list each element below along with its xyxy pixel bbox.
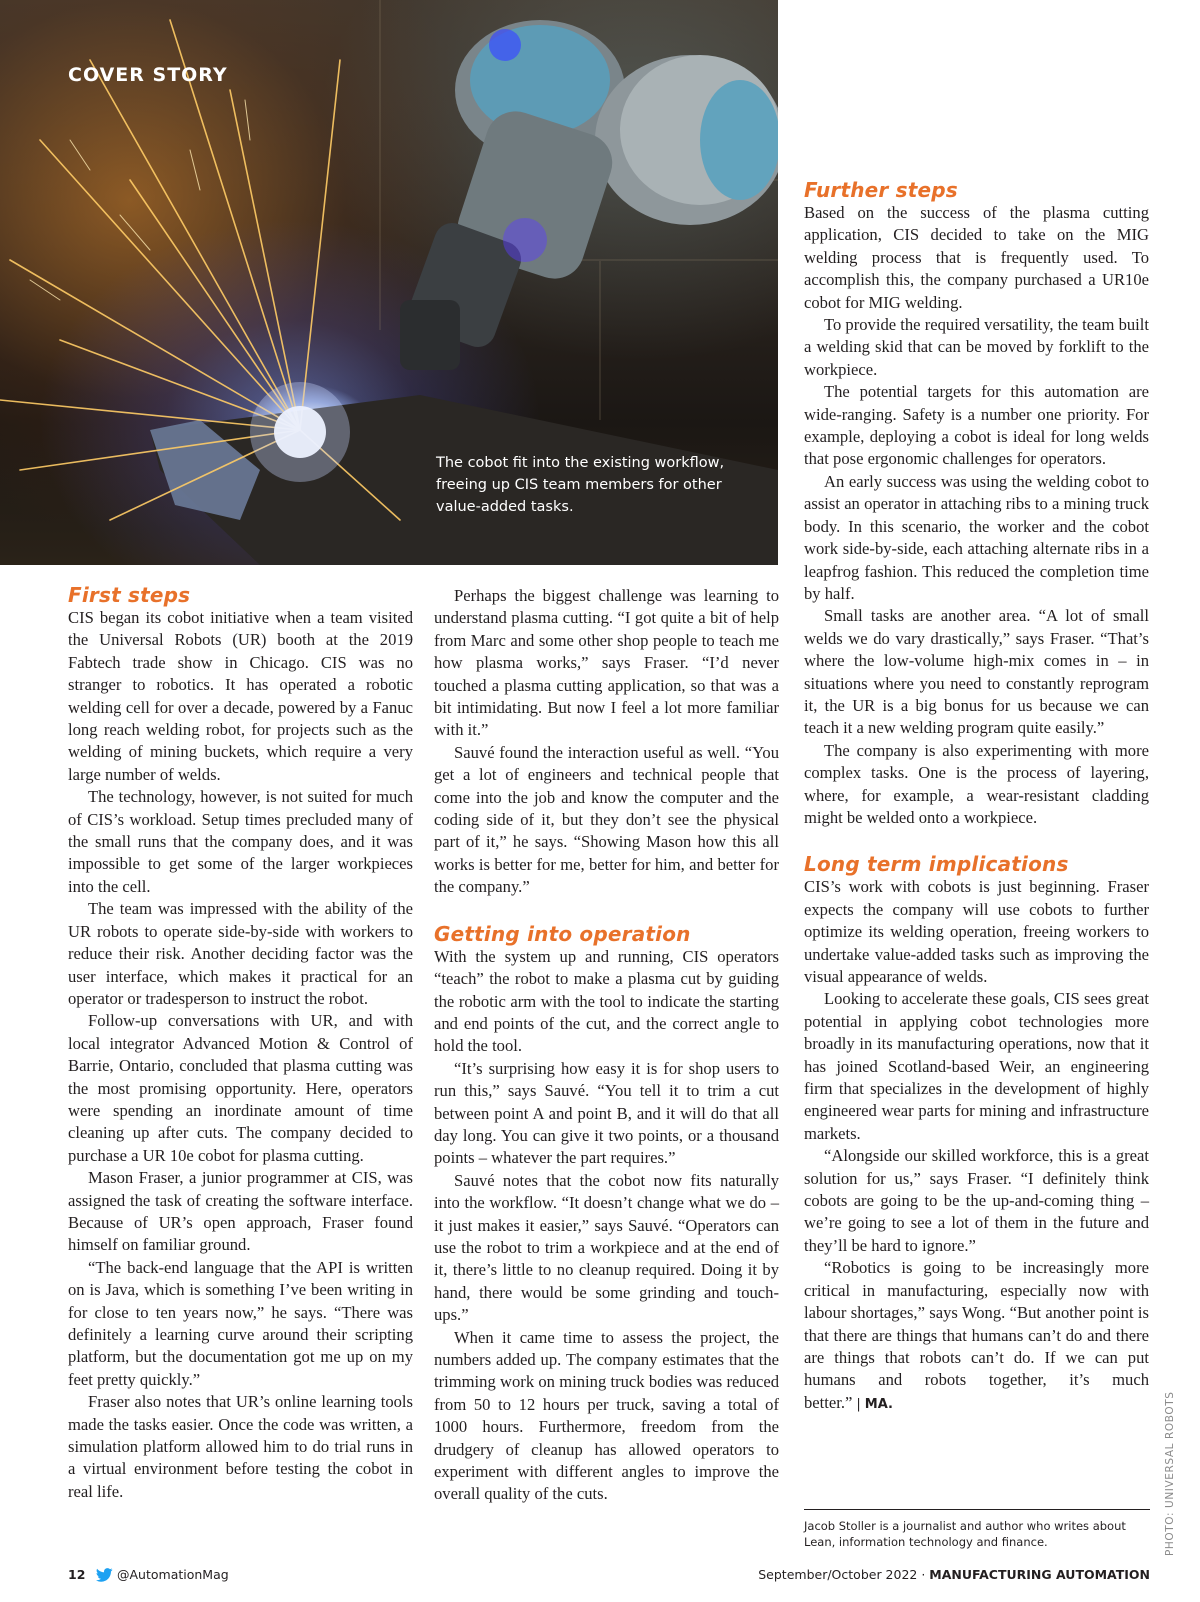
- paragraph: Fraser also notes that UR’s online learning tools made the tasks easier. Once the code was written, a simulation platform allowed him to do trial runs in a virtual environment before testing the cobot in real life.: [68, 1392, 413, 1501]
- page-number: 12: [68, 1567, 86, 1582]
- bio-divider: [804, 1509, 1150, 1510]
- issue-date: September/October 2022 ·: [758, 1567, 926, 1582]
- author-bio: Jacob Stoller is a journalist and author who writes about Lean, information technology and finance.: [804, 1519, 1126, 1549]
- paragraph: When it came time to assess the project, the numbers added up. The company estimates that the trimming work on mining truck bodies was reduced from 50 to 12 hours per truck, saving a total of 1000 hours. Furthermore, freedom from the drudgery of cleanup has allowed operators to experiment with different angles to improve the overall quality of the cuts.: [434, 1327, 779, 1504]
- issue-info: [758, 1567, 1150, 1582]
- heading-long-term-implications: Long term implications: [804, 852, 1069, 877]
- end-mark: | MA.: [856, 1396, 893, 1412]
- paragraph: The technology, however, is not suited for much of CIS’s workload. Setup times precluded many of the small runs that the company does, and it was impossible to get some of the larger workpieces into the cell.: [68, 787, 413, 896]
- paragraph: “Alongside our skilled workforce, this is a great solution for us,” says Fraser. “I definitely think cobots are going to be the up-and-coming thing – we’re going to see a lot of them in the future and they’ll be hard to ignore.”: [804, 1146, 1149, 1255]
- paragraph: “It’s surprising how easy it is for shop users to run this,” says Sauvé. “You tell it to trim a cut between point A and point B, and it will do that all day long. You can give it two points, or a thousand points – whatever the part requires.”: [434, 1058, 779, 1168]
- heading-first-steps: First steps: [68, 583, 191, 607]
- paragraph: Mason Fraser, a junior programmer at CIS, was assigned the task of creating the software interface. Because of UR’s open approach, Fraser found himself on familiar ground.: [68, 1168, 413, 1255]
- paragraph: An early success was using the welding cobot to assist an operator in attaching ribs to a mining truck body. In this scenario, the worker and the cobot work side-by-side, each attaching alternate ribs in a leapfrog fashion. This reduced the completion time by half.: [804, 471, 1149, 603]
- paragraph: CIS began its cobot initiative when a team visited the Universal Robots (UR) booth at the 2019 Fabtech trade show in Chicago. CIS was no stranger to robotics. It has operated a robotic welding cell for over a decade, powered by a Fanuc long reach welding robot, for projects such as the welding of mining buckets, which require a very large number of welds.: [68, 608, 413, 784]
- paragraph: Looking to accelerate these goals, CIS sees great potential in applying cobot technologies more broadly in its manufacturing operations, now that it has joined Scotland-based Weir, an engineering firm that specializes in the development of highly engineered wear parts for mining and infrastructure markets.: [804, 989, 1149, 1143]
- heading-getting-into-operation: Getting into operation: [434, 921, 691, 946]
- paragraph: The team was impressed with the ability of the UR robots to operate side-by-side with workers to reduce their risk. Another deciding factor was the user interface, which makes it practical for an operator or tradesperson to instruct the robot.: [68, 899, 413, 1008]
- twitter-bird-icon: [96, 1568, 113, 1582]
- paragraph-final-text: “Robotics is going to be increasingly more critical in manufacturing, especially now with labour shortages,” says Wong. “But another point is that there are things that humans can’t do and there are things that robots can’t do. If we can put humans and robots together, it’s much better.”: [804, 1258, 1149, 1412]
- paragraph: With the system up and running, CIS operators “teach” the robot to make a plasma cut by guiding the robotic arm with the tool to indicate the starting and end points of the cut, and the correct angle to hold the tool.: [434, 946, 779, 1056]
- photo-caption: The cobot fit into the existing workflow, freeing up CIS team members for other value-added tasks.: [436, 455, 725, 515]
- paragraph: “The back-end language that the API is written on is Java, which is something I’ve been writing in for close to ten years now,” he says. “There was definitely a learning curve around their scripting platform, but the documentation got me up on my feet pretty quickly.”: [68, 1257, 413, 1389]
- publication-name: MANUFACTURING AUTOMATION: [929, 1567, 1150, 1582]
- section-label: COVER STORY: [68, 64, 228, 86]
- article-column-3: [804, 178, 1149, 1416]
- article-column-1: [68, 583, 413, 1503]
- twitter-link[interactable]: [96, 1567, 229, 1582]
- paragraph-final: [804, 1257, 1149, 1416]
- twitter-handle: @AutomationMag: [117, 1567, 229, 1582]
- cover-photo: [0, 0, 778, 565]
- paragraph: Based on the success of the plasma cutting application, CIS decided to take on the MIG welding process that is frequently used. To accomplish this, the company purchased a UR10e cobot for MIG welding.: [804, 203, 1149, 312]
- heading-further-steps: Further steps: [804, 178, 958, 202]
- page-footer: [68, 1567, 1150, 1585]
- paragraph: Follow-up conversations with UR, and with local integrator Advanced Motion & Control of Barrie, Ontario, concluded that plasma cutting was the most promising opportunity. Here, operators were spending an inordinate amount of time cleaning up after cuts. The company decided to purchase a UR 10e cobot for plasma cutting.: [68, 1011, 413, 1165]
- paragraph: Sauvé found the interaction useful as well. “You get a lot of engineers and technical people that come into the job and know the computer and the coding side of it, but they don’t see the physical part of it,” he says. “Showing Mason how this all works is better for me, better for him, and better for the company.”: [434, 742, 779, 897]
- paragraph: Small tasks are another area. “A lot of small welds we do vary drastically,” says Fraser. “That’s where the low-volume high-mix comes in – in situations where you need to constantly reprogram it, the UR is a big bonus for us because we can teach it a new welding program quite easily.”: [804, 606, 1149, 738]
- paragraph: To provide the required versatility, the team built a welding skid that can be moved by forklift to the workpiece.: [804, 315, 1149, 379]
- photo-credit: PHOTO: UNIVERSAL ROBOTS: [1164, 1391, 1176, 1556]
- paragraph: The company is also experimenting with more complex tasks. One is the process of layering, where, for example, a wear-resistant cladding might be welded onto a workpiece.: [804, 740, 1149, 827]
- paragraph: CIS’s work with cobots is just beginning. Fraser expects the company will use cobots to further optimize its welding operation, freeing workers to undertake value-added tasks such as improving the visual appearance of welds.: [804, 877, 1149, 986]
- paragraph: Sauvé notes that the cobot now fits naturally into the workflow. “It doesn’t change what we do – it just makes it easier,” says Sauvé. “Operators can use the robot to trim a workpiece and at the end of it, there’s little to no cleanup required. Doing it by hand, there would be some grinding and touch-ups.”: [434, 1170, 779, 1325]
- paragraph: Perhaps the biggest challenge was learning to understand plasma cutting. “I got quite a bit of help from Marc and some other shop people to teach me how plasma works,” says Fraser. “I’d never touched a plasma cutting application, so that was a bit intimidating. But now I feel a lot more familiar with it.”: [434, 586, 779, 740]
- paragraph: The potential targets for this automation are wide-ranging. Safety is a number one priority. For example, deploying a cobot is ideal for long welds that pose ergonomic challenges for operators.: [804, 382, 1149, 469]
- article-column-2: [434, 585, 779, 1506]
